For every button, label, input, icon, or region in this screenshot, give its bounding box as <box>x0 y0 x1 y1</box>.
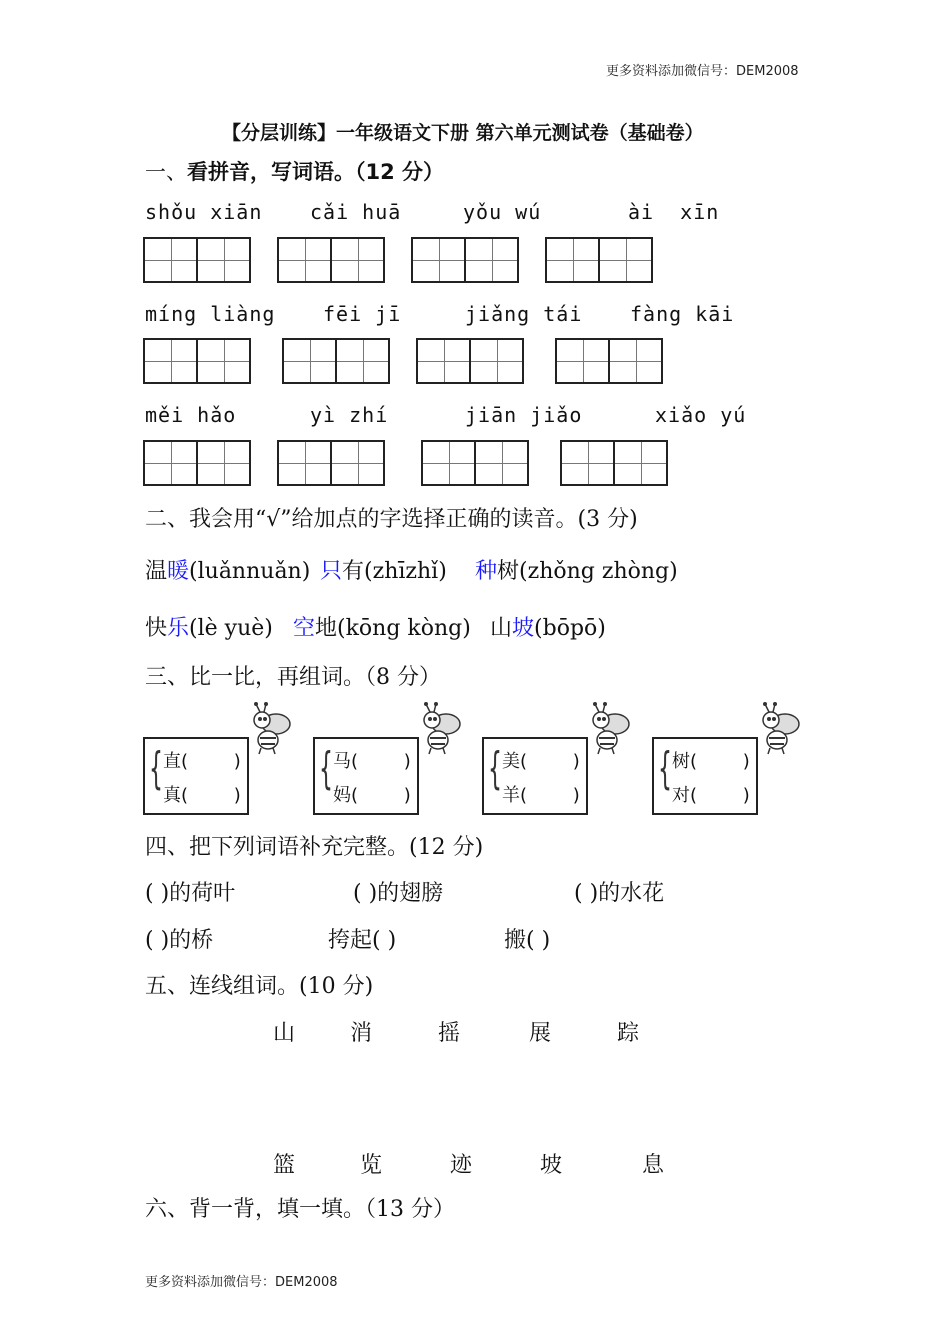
match-char-top[interactable]: 展 <box>529 1021 552 1046</box>
compare-word[interactable]: 羊( ) <box>502 785 580 806</box>
reading-item[interactable]: 山坡(bōpō) <box>490 616 606 641</box>
match-char-top[interactable]: 山 <box>273 1021 296 1046</box>
brace: { <box>488 743 502 794</box>
fill-phrase[interactable]: ( )的翅膀 <box>353 881 444 906</box>
pinyin-1-3: yǒu wú <box>463 200 542 224</box>
writing-grid[interactable] <box>555 338 663 384</box>
fill-phrase[interactable]: 搬( ) <box>504 928 551 953</box>
match-char-bottom[interactable]: 坡 <box>540 1153 563 1178</box>
brace: { <box>319 743 333 794</box>
brace: { <box>658 743 672 794</box>
bee-icon <box>246 702 296 758</box>
pinyin-1-4: ài xīn <box>628 200 720 224</box>
bee-icon <box>755 702 805 758</box>
fill-phrase[interactable]: ( )的荷叶 <box>145 881 236 906</box>
section1-heading: 一、看拼音，写词语。（12 分） <box>145 160 445 184</box>
compare-box <box>313 737 419 815</box>
brace: { <box>149 743 163 794</box>
page-title: 【分层训练】一年级语文下册 第六单元测试卷（基础卷） <box>222 122 704 144</box>
writing-grid[interactable] <box>143 338 251 384</box>
fill-phrase[interactable]: 挎起( ) <box>328 928 397 953</box>
fill-phrase[interactable]: ( )的水花 <box>574 881 665 906</box>
section6-heading: 六、背一背，填一填。（13 分） <box>145 1197 455 1222</box>
bee-icon <box>585 702 635 758</box>
pinyin-1-1: shǒu xiān <box>145 200 263 224</box>
pinyin-3-3: jiān jiǎo <box>465 403 583 427</box>
compare-word[interactable]: 真( ) <box>163 785 241 806</box>
bee-icon <box>416 702 466 758</box>
pinyin-2-4: fàng kāi <box>630 302 735 326</box>
writing-grid[interactable] <box>282 338 390 384</box>
writing-grid[interactable] <box>411 237 519 283</box>
match-char-bottom[interactable]: 览 <box>360 1153 383 1178</box>
reading-item[interactable]: 只有(zhīzhǐ) <box>320 559 447 584</box>
compare-word[interactable]: 对( ) <box>672 785 750 806</box>
section3-heading: 三、比一比，再组词。（8 分） <box>145 665 441 690</box>
compare-word[interactable]: 马( ) <box>333 751 411 772</box>
writing-grid[interactable] <box>545 237 653 283</box>
match-char-bottom[interactable]: 迹 <box>450 1153 473 1178</box>
fill-phrase[interactable]: ( )的桥 <box>145 928 214 953</box>
writing-grid[interactable] <box>416 338 524 384</box>
writing-grid[interactable] <box>560 440 668 486</box>
header-note: 更多资料添加微信号：DEM2008 <box>606 64 799 79</box>
pinyin-3-1: měi hǎo <box>145 403 237 427</box>
section4-heading: 四、把下列词语补充完整。(12 分) <box>145 835 484 860</box>
pinyin-2-2: fēi jī <box>323 302 402 326</box>
writing-grid[interactable] <box>143 237 251 283</box>
writing-grid[interactable] <box>277 237 385 283</box>
section5-heading: 五、连线组词。(10 分) <box>145 974 374 999</box>
match-char-bottom[interactable]: 息 <box>642 1153 665 1178</box>
match-char-top[interactable]: 踪 <box>617 1021 640 1046</box>
compare-box <box>482 737 588 815</box>
reading-item[interactable]: 温暖(luǎnnuǎn) <box>145 559 311 584</box>
compare-word[interactable]: 妈( ) <box>333 785 411 806</box>
reading-item[interactable]: 空地(kōng kòng) <box>293 616 471 641</box>
match-char-top[interactable]: 摇 <box>438 1021 461 1046</box>
reading-item[interactable]: 快乐(lè yuè) <box>145 616 273 641</box>
compare-word[interactable]: 树( ) <box>672 751 750 772</box>
compare-box <box>652 737 758 815</box>
section2-heading: 二、我会用“√”给加点的字选择正确的读音。(3 分) <box>145 507 638 532</box>
pinyin-1-2: cǎi huā <box>310 200 402 224</box>
footer-note: 更多资料添加微信号：DEM2008 <box>145 1275 338 1290</box>
writing-grid[interactable] <box>143 440 251 486</box>
pinyin-3-2: yì zhí <box>310 403 389 427</box>
match-char-bottom[interactable]: 篮 <box>273 1153 296 1178</box>
pinyin-2-3: jiǎng tái <box>465 302 583 326</box>
reading-item[interactable]: 种树(zhǒng zhòng) <box>475 559 678 584</box>
compare-word[interactable]: 直( ) <box>163 751 241 772</box>
compare-box <box>143 737 249 815</box>
compare-word[interactable]: 美( ) <box>502 751 580 772</box>
pinyin-3-4: xiǎo yú <box>655 403 747 427</box>
writing-grid[interactable] <box>421 440 529 486</box>
writing-grid[interactable] <box>277 440 385 486</box>
pinyin-2-1: míng liàng <box>145 302 276 326</box>
match-char-top[interactable]: 消 <box>350 1021 373 1046</box>
